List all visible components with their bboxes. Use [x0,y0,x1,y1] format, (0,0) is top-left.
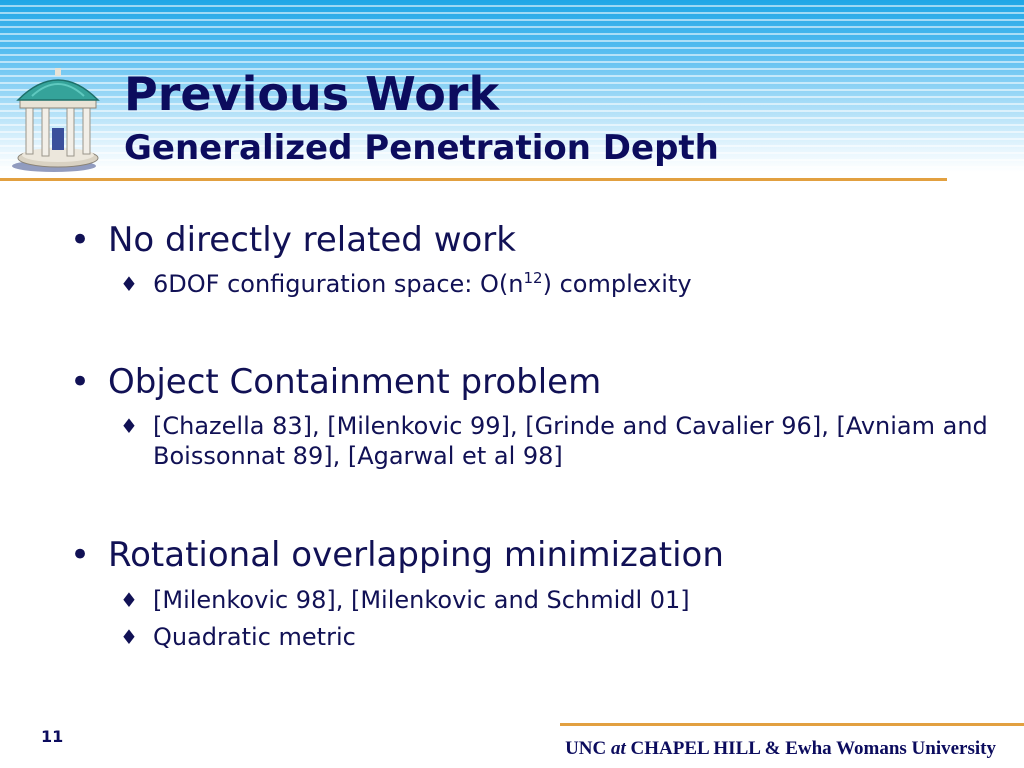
bullet-dot: • [70,362,91,402]
diamond-bullet-icon: ♦ [120,272,138,296]
bullet-item: No directly related work [108,220,516,260]
slide-subtitle: Generalized Penetration Depth [124,128,719,168]
bullet-dot: • [70,535,91,575]
sub-bullet-item: [Chazella 83], [Milenkovic 99], [Grinde and Cavalier 96], [Avniam and Boissonnat 89], [Agarwal et al 98] [153,412,988,470]
bullet-dot: • [70,220,91,260]
diamond-bullet-icon: ♦ [120,588,138,612]
sub-bullet-item: 6DOF configuration space: $O(n^{12})$ complexity [153,269,692,298]
diamond-bullet-icon: ♦ [120,414,138,438]
footer-rule [560,723,1024,726]
bullet-item: Rotational overlapping minimization [108,535,724,575]
page-number: 11 [41,727,64,746]
bullet-item: Object Containment problem [108,362,602,402]
slide-title: Previous Work [124,67,500,121]
diamond-bullet-icon: ♦ [120,625,138,649]
sub-bullet-item: [Milenkovic 98], [Milenkovic and Schmidl 01] [153,586,690,614]
sub-bullet-item: Quadratic metric [153,623,356,651]
footer-text: UNC at CHAPEL HILL & Ewha Womans University [565,738,996,759]
